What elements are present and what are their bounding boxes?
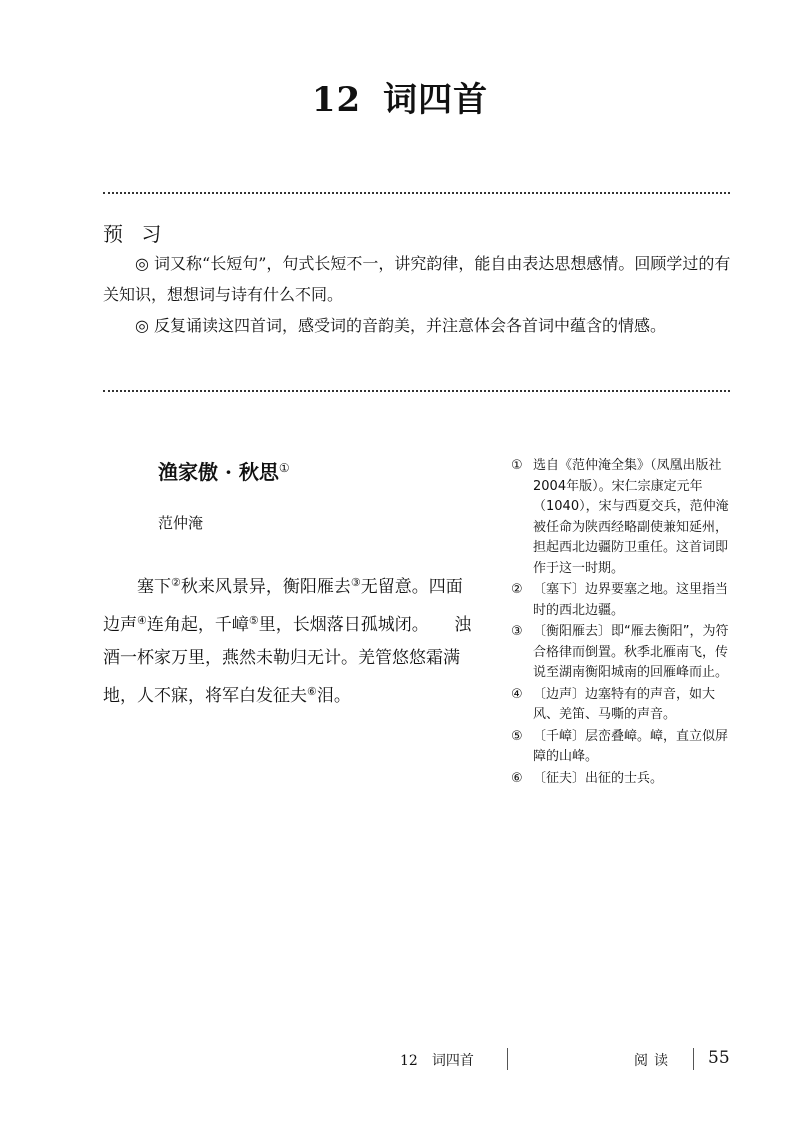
page-footer <box>0 1050 800 1080</box>
page-number: 55 <box>708 1048 730 1068</box>
footnote-ref: ⑤ <box>248 614 259 627</box>
footnote-item <box>511 769 736 790</box>
footnotes <box>511 456 736 790</box>
poem-text: 泪。 <box>316 686 351 706</box>
footnote-ref: ③ <box>350 576 361 589</box>
footer-separator <box>507 1048 508 1070</box>
poem-author: 范仲淹 <box>158 514 204 532</box>
footnote-text: 〔千嶂〕层峦叠嶂。嶂，直立似屏障的山峰。 <box>533 728 729 764</box>
poem-text: 塞下 <box>137 577 171 597</box>
poem-title-note-mark: ① <box>278 461 290 475</box>
footnote-item <box>511 727 736 768</box>
footnote-mark: ② <box>511 582 523 597</box>
footnote-item <box>511 580 736 621</box>
poem-title <box>158 456 290 485</box>
footer-section: 阅读 <box>634 1053 674 1069</box>
poem-text: 连角起，千嶂 <box>146 615 249 635</box>
footnote-ref: ⑥ <box>307 685 317 698</box>
footnote-item <box>511 456 736 579</box>
lesson-title <box>0 72 800 121</box>
preview-heading: 预 习 <box>103 222 168 246</box>
footnote-ref: ④ <box>137 614 147 627</box>
lesson-number: 12 <box>311 80 362 120</box>
footnote-text: 选自《范仲淹全集》（凤凰出版社2004年版）。宋仁宗康定元年（1040），宋与西夏交兵，范仲淹被任命为陕西经略副使兼知延州，担起西北边疆防卫重任。这首词即作于这一时期。 <box>533 458 729 576</box>
poem-body <box>103 566 475 713</box>
footnote-text: 〔衡阳雁去〕即“雁去衡阳”，为符合格律而倒置。秋季北雁南飞，传说至湖南衡阳城南的回雁峰而止。 <box>533 624 729 680</box>
divider-top <box>103 192 730 194</box>
preview-paragraph-2: ◎ 反复诵读这四首词，感受词的音韵美，并注意体会各首词中蕴含的情感。 <box>135 316 667 335</box>
footnote-text: 〔边声〕边塞特有的声音，如大风、羌笛、马嘶的声音。 <box>533 686 716 722</box>
footnote-mark: ③ <box>511 624 523 639</box>
lesson-title-text: 词四首 <box>383 80 489 120</box>
footnote-mark: ④ <box>511 686 523 702</box>
footnote-mark: ⑤ <box>511 728 523 744</box>
footnote-text: 〔塞下〕边界要塞之地。这里指当时的西北边疆。 <box>533 582 729 618</box>
divider-bottom <box>103 390 730 392</box>
poem-text: 里，长烟落日孤城闭。 浊酒一杯家万里，燕然未勒归无计。羌管悠悠霜满地，人不寐，将军白发征夫 <box>103 615 472 706</box>
poem-text: 无留意。四面边声 <box>103 577 463 635</box>
footnote-item <box>511 622 736 684</box>
footnote-ref: ② <box>171 576 181 589</box>
poem-title-text: 渔家傲 · 秋思 <box>158 460 279 484</box>
footnote-item <box>511 685 736 726</box>
preview-paragraph-1: ◎ 词又称“长短句”，句式长短不一，讲究韵律，能自由表达思想感情。回顾学过的有关知识，想想词与诗有什么不同。 <box>103 254 731 304</box>
footer-lesson: 12 词四首 <box>400 1053 474 1069</box>
footnote-mark: ① <box>511 458 523 473</box>
footer-separator <box>693 1048 694 1070</box>
footnote-text: 〔征夫〕出征的士兵。 <box>533 770 664 786</box>
poem-text: 秋来风景异，衡阳雁去 <box>180 577 351 597</box>
footnote-mark: ⑥ <box>511 770 523 786</box>
